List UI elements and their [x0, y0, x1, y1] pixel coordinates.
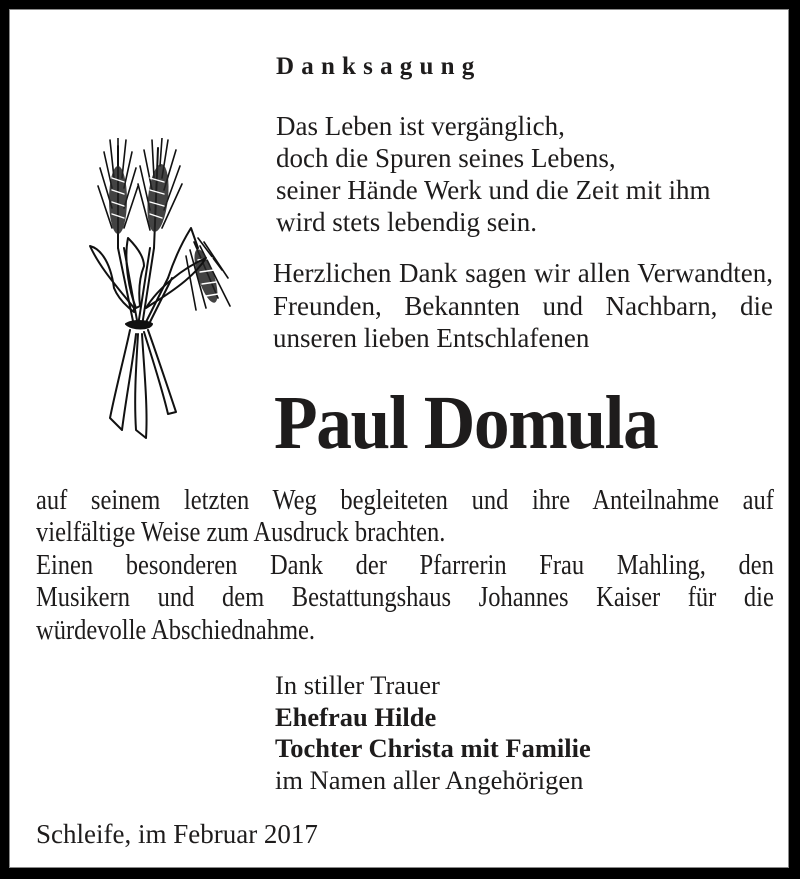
body-line: Einen besonderen Dank der Pfarrerin Frau Mahling, den	[36, 549, 774, 581]
poem-line: wird stets lebendig sein.	[276, 207, 537, 237]
body-line: auf seinem letzten Weg begleiteten und ihre Anteilnahme auf	[36, 485, 774, 516]
memorial-poem	[276, 110, 710, 238]
notice-heading: Danksagung	[276, 53, 482, 80]
thanks-intro	[273, 257, 773, 355]
signoff-closing: im Namen aller Angehörigen	[275, 764, 584, 795]
poem-line: doch die Spuren seines Lebens,	[276, 143, 616, 173]
thanks-line: Herzlichen Dank sagen wir allen Verwandten,	[273, 258, 773, 288]
thanks-line: unseren lieben Entschlafenen	[273, 323, 590, 353]
poem-line: Das Leben ist vergänglich,	[276, 111, 565, 141]
thanks-line: Freunden, Bekannten und Nachbarn, die	[273, 290, 773, 321]
mourner-name: Tochter Christa mit Familie	[275, 733, 591, 763]
thanks-body	[36, 485, 774, 647]
body-line: würdevolle Abschiednahme.	[36, 614, 316, 646]
poem-line: seiner Hände Werk und die Zeit mit ihm	[276, 175, 711, 205]
body-line: vielfältige Weise zum Ausdruck brachten.	[36, 517, 446, 549]
wheat-bundle-icon	[88, 138, 233, 440]
obituary-notice	[9, 9, 789, 868]
body-line: Musikern und dem Bestattungshaus Johannes Kaiser für die	[36, 582, 774, 614]
signoff-block	[275, 670, 591, 796]
signoff-intro: In stiller Trauer	[275, 670, 440, 700]
place-and-date: Schleife, im Februar 2017	[36, 819, 318, 849]
mourner-name: Ehefrau Hilde	[275, 701, 437, 732]
deceased-name: Paul Domula	[274, 381, 658, 465]
